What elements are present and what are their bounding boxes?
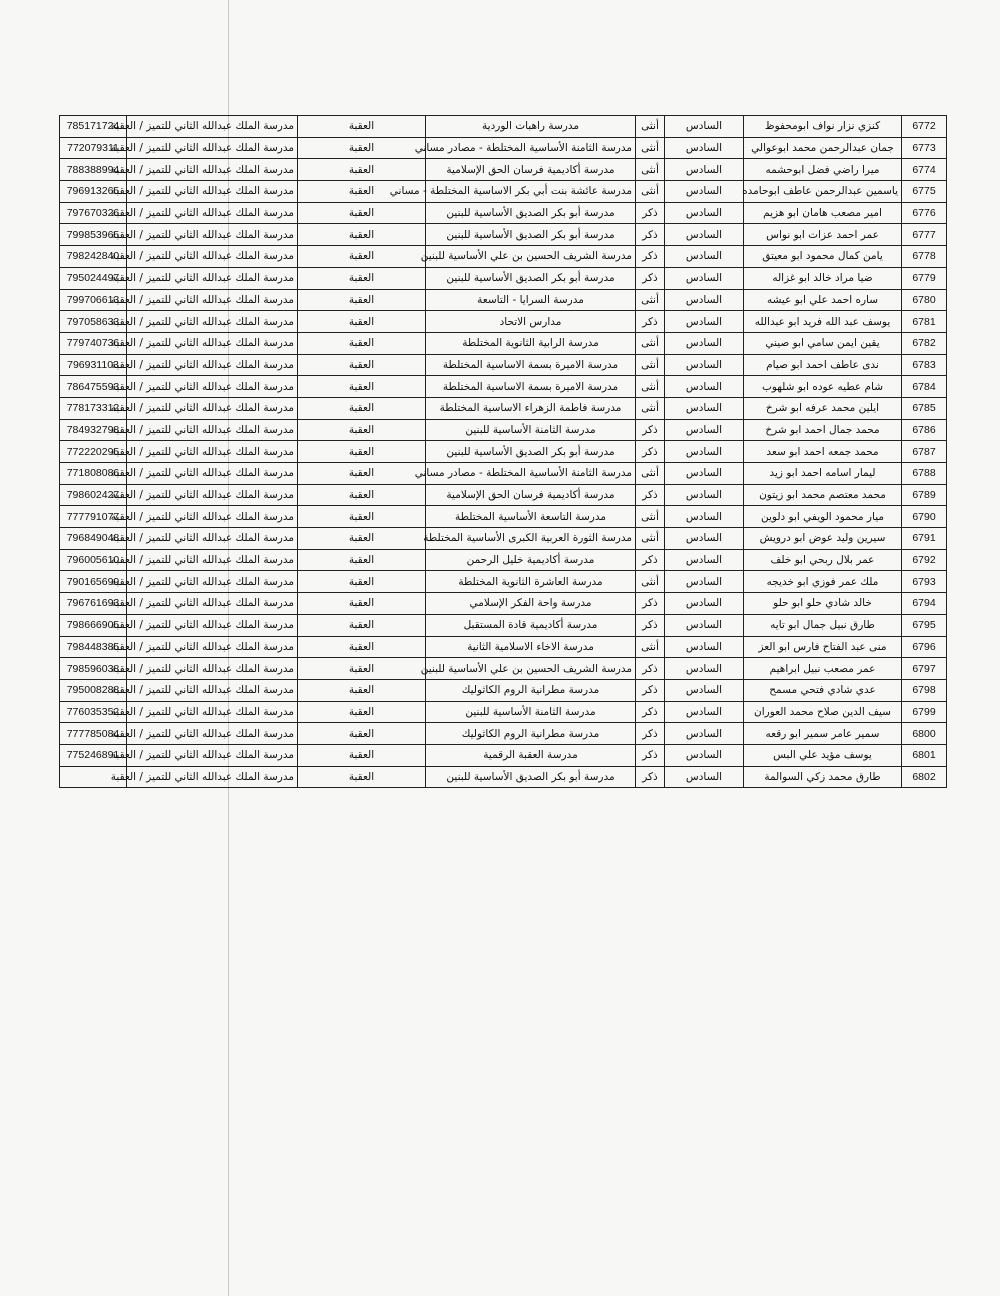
gender-cell: أنثى	[636, 354, 665, 376]
city-cell: العقبة	[298, 311, 426, 333]
student-name: ليمار اسامه احمد ابو زيد	[744, 463, 902, 485]
city-cell: العقبة	[298, 332, 426, 354]
grade-cell: السادس	[665, 614, 744, 636]
phone-number: 798602427	[60, 484, 127, 506]
exam-center: مدرسة الملك عبدالله الثاني للتميز / العقبة	[127, 701, 298, 723]
gender-cell: ذكر	[636, 614, 665, 636]
row-number: 6782	[902, 332, 947, 354]
row-number: 6772	[902, 116, 947, 138]
student-name: جمان عبدالرحمن محمد ابوعوالي	[744, 137, 902, 159]
grade-cell: السادس	[665, 658, 744, 680]
gender-cell: أنثى	[636, 636, 665, 658]
exam-center: مدرسة الملك عبدالله الثاني للتميز / العقبة	[127, 679, 298, 701]
row-number: 6795	[902, 614, 947, 636]
exam-center: مدرسة الملك عبدالله الثاني للتميز / العقبة	[127, 224, 298, 246]
student-name: عدي شادي فتحي مسمح	[744, 679, 902, 701]
row-number: 6794	[902, 593, 947, 615]
gender-cell: ذكر	[636, 484, 665, 506]
phone-number: 797058633	[60, 311, 127, 333]
table-row	[60, 202, 947, 224]
phone-number: 777791077	[60, 506, 127, 528]
row-number: 6789	[902, 484, 947, 506]
table-row	[60, 376, 947, 398]
phone-number: 778173312	[60, 397, 127, 419]
grade-cell: السادس	[665, 723, 744, 745]
phone-number: 798448385	[60, 636, 127, 658]
exam-center: مدرسة الملك عبدالله الثاني للتميز / العقبة	[127, 397, 298, 419]
student-name: خالد شادي حلو ابو حلو	[744, 593, 902, 615]
school-name: مدرسة الاميرة بسمة الاساسية المختلطة	[426, 376, 636, 398]
school-name: مدرسة الاميرة بسمة الاساسية المختلطة	[426, 354, 636, 376]
grade-cell: السادس	[665, 679, 744, 701]
gender-cell: ذكر	[636, 593, 665, 615]
row-number: 6791	[902, 528, 947, 550]
row-number: 6785	[902, 397, 947, 419]
table-row	[60, 571, 947, 593]
phone-number: 775246891	[60, 744, 127, 766]
student-name: ميار محمود الويفي ابو دلوين	[744, 506, 902, 528]
grade-cell: السادس	[665, 354, 744, 376]
school-name: مدرسة فاطمة الزهراء الاساسية المختلطة	[426, 397, 636, 419]
exam-center: مدرسة الملك عبدالله الثاني للتميز / العقبة	[127, 593, 298, 615]
row-number: 6802	[902, 766, 947, 788]
student-name: عمر احمد عزات ابو نواس	[744, 224, 902, 246]
city-cell: العقبة	[298, 267, 426, 289]
table-row	[60, 137, 947, 159]
phone-number: 785171724	[60, 116, 127, 138]
grade-cell: السادس	[665, 463, 744, 485]
school-name: مدرسة أبو بكر الصديق الأساسية للبنين	[426, 267, 636, 289]
school-name: مدرسة الثورة العربية الكبرى الأساسية المختلطة	[426, 528, 636, 550]
city-cell: العقبة	[298, 679, 426, 701]
school-name: مدرسة السرايا - التاسعة	[426, 289, 636, 311]
gender-cell: أنثى	[636, 332, 665, 354]
exam-center: مدرسة الملك عبدالله الثاني للتميز / العقبة	[127, 614, 298, 636]
student-name: طارق محمد زكي السوالمة	[744, 766, 902, 788]
school-name: مدرسة الثامنة الأساسية المختلطة - مصادر مساني	[426, 137, 636, 159]
exam-center: مدرسة الملك عبدالله الثاني للتميز / العقبة	[127, 441, 298, 463]
table-row	[60, 332, 947, 354]
city-cell: العقبة	[298, 658, 426, 680]
exam-center: مدرسة الملك عبدالله الثاني للتميز / العقبة	[127, 159, 298, 181]
row-number: 6777	[902, 224, 947, 246]
exam-center: مدرسة الملك عبدالله الثاني للتميز / العقبة	[127, 267, 298, 289]
grade-cell: السادس	[665, 441, 744, 463]
row-number: 6781	[902, 311, 947, 333]
student-name: سمير عامر سمير ابو رقعه	[744, 723, 902, 745]
row-number: 6788	[902, 463, 947, 485]
city-cell: العقبة	[298, 528, 426, 550]
table-row	[60, 549, 947, 571]
exam-center: مدرسة الملك عبدالله الثاني للتميز / العقبة	[127, 419, 298, 441]
row-number: 6780	[902, 289, 947, 311]
school-name: مدرسة أبو بكر الصديق الأساسية للبنين	[426, 202, 636, 224]
city-cell: العقبة	[298, 419, 426, 441]
row-number: 6793	[902, 571, 947, 593]
table-row	[60, 116, 947, 138]
table-row	[60, 419, 947, 441]
school-name: مدارس الاتحاد	[426, 311, 636, 333]
table-row	[60, 528, 947, 550]
table-row	[60, 354, 947, 376]
phone-number: 796005610	[60, 549, 127, 571]
table-row	[60, 506, 947, 528]
school-name: مدرسة أبو بكر الصديق الأساسية للبنين	[426, 441, 636, 463]
grade-cell: السادس	[665, 419, 744, 441]
phone-number: 798242840	[60, 246, 127, 268]
row-number: 6800	[902, 723, 947, 745]
city-cell: العقبة	[298, 701, 426, 723]
grade-cell: السادس	[665, 571, 744, 593]
phone-number: 798666905	[60, 614, 127, 636]
grade-cell: السادس	[665, 549, 744, 571]
grade-cell: السادس	[665, 224, 744, 246]
phone-number: 795024497	[60, 267, 127, 289]
city-cell: العقبة	[298, 766, 426, 788]
city-cell: العقبة	[298, 289, 426, 311]
row-number: 6792	[902, 549, 947, 571]
student-name: يامن كمال محمود ابو معيتق	[744, 246, 902, 268]
phone-number: 795008288	[60, 679, 127, 701]
city-cell: العقبة	[298, 376, 426, 398]
gender-cell: أنثى	[636, 289, 665, 311]
row-number: 6796	[902, 636, 947, 658]
exam-center: مدرسة الملك عبدالله الثاني للتميز / العقبة	[127, 744, 298, 766]
table-row	[60, 246, 947, 268]
gender-cell: ذكر	[636, 202, 665, 224]
grade-cell: السادس	[665, 202, 744, 224]
student-name: يوسف عبد الله فريد ابو عبدالله	[744, 311, 902, 333]
table-row	[60, 679, 947, 701]
school-name: مدرسة راهبات الوردية	[426, 116, 636, 138]
student-name: محمد معتصم محمد ابو زيتون	[744, 484, 902, 506]
exam-center: مدرسة الملك عبدالله الثاني للتميز / العقبة	[127, 549, 298, 571]
exam-center: مدرسة الملك عبدالله الثاني للتميز / العقبة	[127, 723, 298, 745]
grade-cell: السادس	[665, 332, 744, 354]
gender-cell: ذكر	[636, 267, 665, 289]
grade-cell: السادس	[665, 506, 744, 528]
exam-center: مدرسة الملك عبدالله الثاني للتميز / العقبة	[127, 181, 298, 203]
exam-center: مدرسة الملك عبدالله الثاني للتميز / العقبة	[127, 202, 298, 224]
school-name: مدرسة الشريف الحسين بن علي الأساسية للبنين	[426, 658, 636, 680]
city-cell: العقبة	[298, 463, 426, 485]
exam-center: مدرسة الملك عبدالله الثاني للتميز / العقبة	[127, 311, 298, 333]
school-name: مدرسة أكاديمية خليل الرحمن	[426, 549, 636, 571]
phone-number: 798596038	[60, 658, 127, 680]
row-number: 6786	[902, 419, 947, 441]
school-name: مدرسة أكاديمية فرسان الحق الإسلامية	[426, 159, 636, 181]
table-row	[60, 723, 947, 745]
gender-cell: أنثى	[636, 116, 665, 138]
city-cell: العقبة	[298, 202, 426, 224]
phone-number: 797670326	[60, 202, 127, 224]
school-name: مدرسة مطرانية الروم الكاثوليك	[426, 679, 636, 701]
grade-cell: السادس	[665, 116, 744, 138]
gender-cell: ذكر	[636, 419, 665, 441]
student-name: يوسف مؤيد علي البس	[744, 744, 902, 766]
city-cell: العقبة	[298, 224, 426, 246]
city-cell: العقبة	[298, 484, 426, 506]
city-cell: العقبة	[298, 636, 426, 658]
city-cell: العقبة	[298, 116, 426, 138]
row-number: 6776	[902, 202, 947, 224]
city-cell: العقبة	[298, 397, 426, 419]
gender-cell: ذكر	[636, 246, 665, 268]
row-number: 6787	[902, 441, 947, 463]
row-number: 6784	[902, 376, 947, 398]
grade-cell: السادس	[665, 593, 744, 615]
school-name: مدرسة مطرانية الروم الكاثوليك	[426, 723, 636, 745]
exam-center: مدرسة الملك عبدالله الثاني للتميز / العقبة	[127, 528, 298, 550]
table-row	[60, 463, 947, 485]
student-name: عمر بلال ربحي ابو خلف	[744, 549, 902, 571]
row-number: 6779	[902, 267, 947, 289]
city-cell: العقبة	[298, 571, 426, 593]
city-cell: العقبة	[298, 549, 426, 571]
city-cell: العقبة	[298, 593, 426, 615]
row-number: 6778	[902, 246, 947, 268]
school-name: مدرسة أبو بكر الصديق الأساسية للبنين	[426, 224, 636, 246]
row-number: 6790	[902, 506, 947, 528]
school-name: مدرسة أكاديمية قادة المستقبل	[426, 614, 636, 636]
exam-center: مدرسة الملك عبدالله الثاني للتميز / العقبة	[127, 354, 298, 376]
school-name: مدرسة الشريف الحسين بن علي الأساسية للبنين	[426, 246, 636, 268]
student-name: عمر مصعب نبيل ابراهيم	[744, 658, 902, 680]
exam-center: مدرسة الملك عبدالله الثاني للتميز / العقبة	[127, 766, 298, 788]
phone-number: 796761693	[60, 593, 127, 615]
exam-center: مدرسة الملك عبدالله الثاني للتميز / العقبة	[127, 289, 298, 311]
school-name: مدرسة التاسعة الأساسية المختلطة	[426, 506, 636, 528]
grade-cell: السادس	[665, 137, 744, 159]
exam-center: مدرسة الملك عبدالله الثاني للتميز / العقبة	[127, 636, 298, 658]
table-row	[60, 267, 947, 289]
gender-cell: أنثى	[636, 137, 665, 159]
table-row	[60, 744, 947, 766]
grade-cell: السادس	[665, 289, 744, 311]
gender-cell: أنثى	[636, 397, 665, 419]
table-row	[60, 658, 947, 680]
gender-cell: أنثى	[636, 159, 665, 181]
grade-cell: السادس	[665, 181, 744, 203]
city-cell: العقبة	[298, 506, 426, 528]
school-name: مدرسة الثامنة الأساسية للبنين	[426, 419, 636, 441]
table-row	[60, 484, 947, 506]
gender-cell: ذكر	[636, 441, 665, 463]
phone-number: 784932798	[60, 419, 127, 441]
school-name: مدرسة العاشرة الثانوية المختلطة	[426, 571, 636, 593]
grade-cell: السادس	[665, 636, 744, 658]
student-name: ياسمين عبدالرحمن عاطف ابوحامده	[744, 181, 902, 203]
table-row	[60, 636, 947, 658]
exam-center: مدرسة الملك عبدالله الثاني للتميز / العقبة	[127, 463, 298, 485]
exam-center: مدرسة الملك عبدالله الثاني للتميز / العقبة	[127, 116, 298, 138]
student-name: محمد جمعه احمد ابو سعد	[744, 441, 902, 463]
city-cell: العقبة	[298, 137, 426, 159]
exam-center: مدرسة الملك عبدالله الثاني للتميز / العقبة	[127, 332, 298, 354]
table-row	[60, 159, 947, 181]
phone-number: 788388994	[60, 159, 127, 181]
gender-cell: ذكر	[636, 701, 665, 723]
table-row	[60, 441, 947, 463]
phone-number: 779740736	[60, 332, 127, 354]
student-name: سيرين وليد عوض ابو درويش	[744, 528, 902, 550]
city-cell: العقبة	[298, 723, 426, 745]
exam-center: مدرسة الملك عبدالله الثاني للتميز / العقبة	[127, 246, 298, 268]
roster-body	[60, 116, 947, 788]
city-cell: العقبة	[298, 744, 426, 766]
table-row	[60, 224, 947, 246]
row-number: 6801	[902, 744, 947, 766]
student-name: شام عطيه عوده ابو شلهوب	[744, 376, 902, 398]
grade-cell: السادس	[665, 701, 744, 723]
table-row	[60, 181, 947, 203]
student-name: ملك عمر فوزي ابو خديجه	[744, 571, 902, 593]
grade-cell: السادس	[665, 484, 744, 506]
row-number: 6775	[902, 181, 947, 203]
school-name: مدرسة الاخاء الاسلامية الثانية	[426, 636, 636, 658]
city-cell: العقبة	[298, 441, 426, 463]
grade-cell: السادس	[665, 376, 744, 398]
exam-center: مدرسة الملك عبدالله الثاني للتميز / العقبة	[127, 506, 298, 528]
school-name: مدرسة الثامنة الأساسية المختلطة - مصادر مساني	[426, 463, 636, 485]
student-roster-table	[59, 115, 947, 788]
gender-cell: ذكر	[636, 658, 665, 680]
gender-cell: أنثى	[636, 181, 665, 203]
student-name: سيف الدين صلاح محمد العوران	[744, 701, 902, 723]
phone-number: 790165699	[60, 571, 127, 593]
grade-cell: السادس	[665, 159, 744, 181]
exam-center: مدرسة الملك عبدالله الثاني للتميز / العقبة	[127, 571, 298, 593]
school-name: مدرسة الثامنة الأساسية للبنين	[426, 701, 636, 723]
student-name: طارق نبيل جمال ابو تايه	[744, 614, 902, 636]
city-cell: العقبة	[298, 354, 426, 376]
exam-center: مدرسة الملك عبدالله الثاني للتميز / العقبة	[127, 137, 298, 159]
exam-center: مدرسة الملك عبدالله الثاني للتميز / العقبة	[127, 376, 298, 398]
student-name: منى عبد الفتاح فارس ابو العز	[744, 636, 902, 658]
student-name: امير مصعب هامان ابو هزيم	[744, 202, 902, 224]
table-row	[60, 766, 947, 788]
student-name: ساره احمد علي ابو عيشه	[744, 289, 902, 311]
phone-number: 796931103	[60, 354, 127, 376]
grade-cell: السادس	[665, 744, 744, 766]
table-row	[60, 311, 947, 333]
row-number: 6783	[902, 354, 947, 376]
city-cell: العقبة	[298, 159, 426, 181]
school-name: مدرسة عائشة بنت أبي بكر الاساسية المختلطة - مساني	[426, 181, 636, 203]
gender-cell: أنثى	[636, 506, 665, 528]
phone-number: 796913265	[60, 181, 127, 203]
phone-number: 777785084	[60, 723, 127, 745]
school-name: مدرسة أكاديمية فرسان الحق الإسلامية	[426, 484, 636, 506]
gender-cell: ذكر	[636, 224, 665, 246]
student-name: محمد جمال احمد ابو شرخ	[744, 419, 902, 441]
gender-cell: ذكر	[636, 744, 665, 766]
row-number: 6774	[902, 159, 947, 181]
phone-number: 799853965	[60, 224, 127, 246]
grade-cell: السادس	[665, 267, 744, 289]
row-number: 6797	[902, 658, 947, 680]
table-row	[60, 397, 947, 419]
phone-number: 799706613	[60, 289, 127, 311]
grade-cell: السادس	[665, 528, 744, 550]
gender-cell: أنثى	[636, 571, 665, 593]
exam-center: مدرسة الملك عبدالله الثاني للتميز / العقبة	[127, 484, 298, 506]
school-name: مدرسة أبو بكر الصديق الأساسية للبنين	[426, 766, 636, 788]
grade-cell: السادس	[665, 311, 744, 333]
gender-cell: ذكر	[636, 766, 665, 788]
phone-number: 772220295	[60, 441, 127, 463]
student-name: ضيا مراد خالد ابو غزاله	[744, 267, 902, 289]
table-row	[60, 614, 947, 636]
student-name: يقين ايمن سامي ابو صيني	[744, 332, 902, 354]
grade-cell: السادس	[665, 397, 744, 419]
table-row	[60, 701, 947, 723]
city-cell: العقبة	[298, 246, 426, 268]
gender-cell: ذكر	[636, 679, 665, 701]
student-name: ندى عاطف احمد ابو صيام	[744, 354, 902, 376]
row-number: 6799	[902, 701, 947, 723]
gender-cell: أنثى	[636, 376, 665, 398]
school-name: مدرسة الرابية الثانوية المختلطة	[426, 332, 636, 354]
table-row	[60, 593, 947, 615]
gender-cell: ذكر	[636, 723, 665, 745]
table-row	[60, 289, 947, 311]
school-name: مدرسة واحة الفكر الإسلامي	[426, 593, 636, 615]
city-cell: العقبة	[298, 614, 426, 636]
gender-cell: أنثى	[636, 463, 665, 485]
exam-center: مدرسة الملك عبدالله الثاني للتميز / العقبة	[127, 658, 298, 680]
student-name: كنزي نزار نواف ابومحفوظ	[744, 116, 902, 138]
phone-number: 776035352	[60, 701, 127, 723]
phone-number: 796849048	[60, 528, 127, 550]
phone-number: 772079311	[60, 137, 127, 159]
gender-cell: أنثى	[636, 528, 665, 550]
school-name: مدرسة العقبة الرقمية	[426, 744, 636, 766]
city-cell: العقبة	[298, 181, 426, 203]
student-name: ايلين محمد عرفه ابو شرخ	[744, 397, 902, 419]
gender-cell: ذكر	[636, 549, 665, 571]
row-number: 6773	[902, 137, 947, 159]
grade-cell: السادس	[665, 246, 744, 268]
phone-number: 771808086	[60, 463, 127, 485]
student-name: ميرا راضي فضل ابوحشمه	[744, 159, 902, 181]
row-number: 6798	[902, 679, 947, 701]
phone-number: 786475593	[60, 376, 127, 398]
grade-cell: السادس	[665, 766, 744, 788]
gender-cell: ذكر	[636, 311, 665, 333]
